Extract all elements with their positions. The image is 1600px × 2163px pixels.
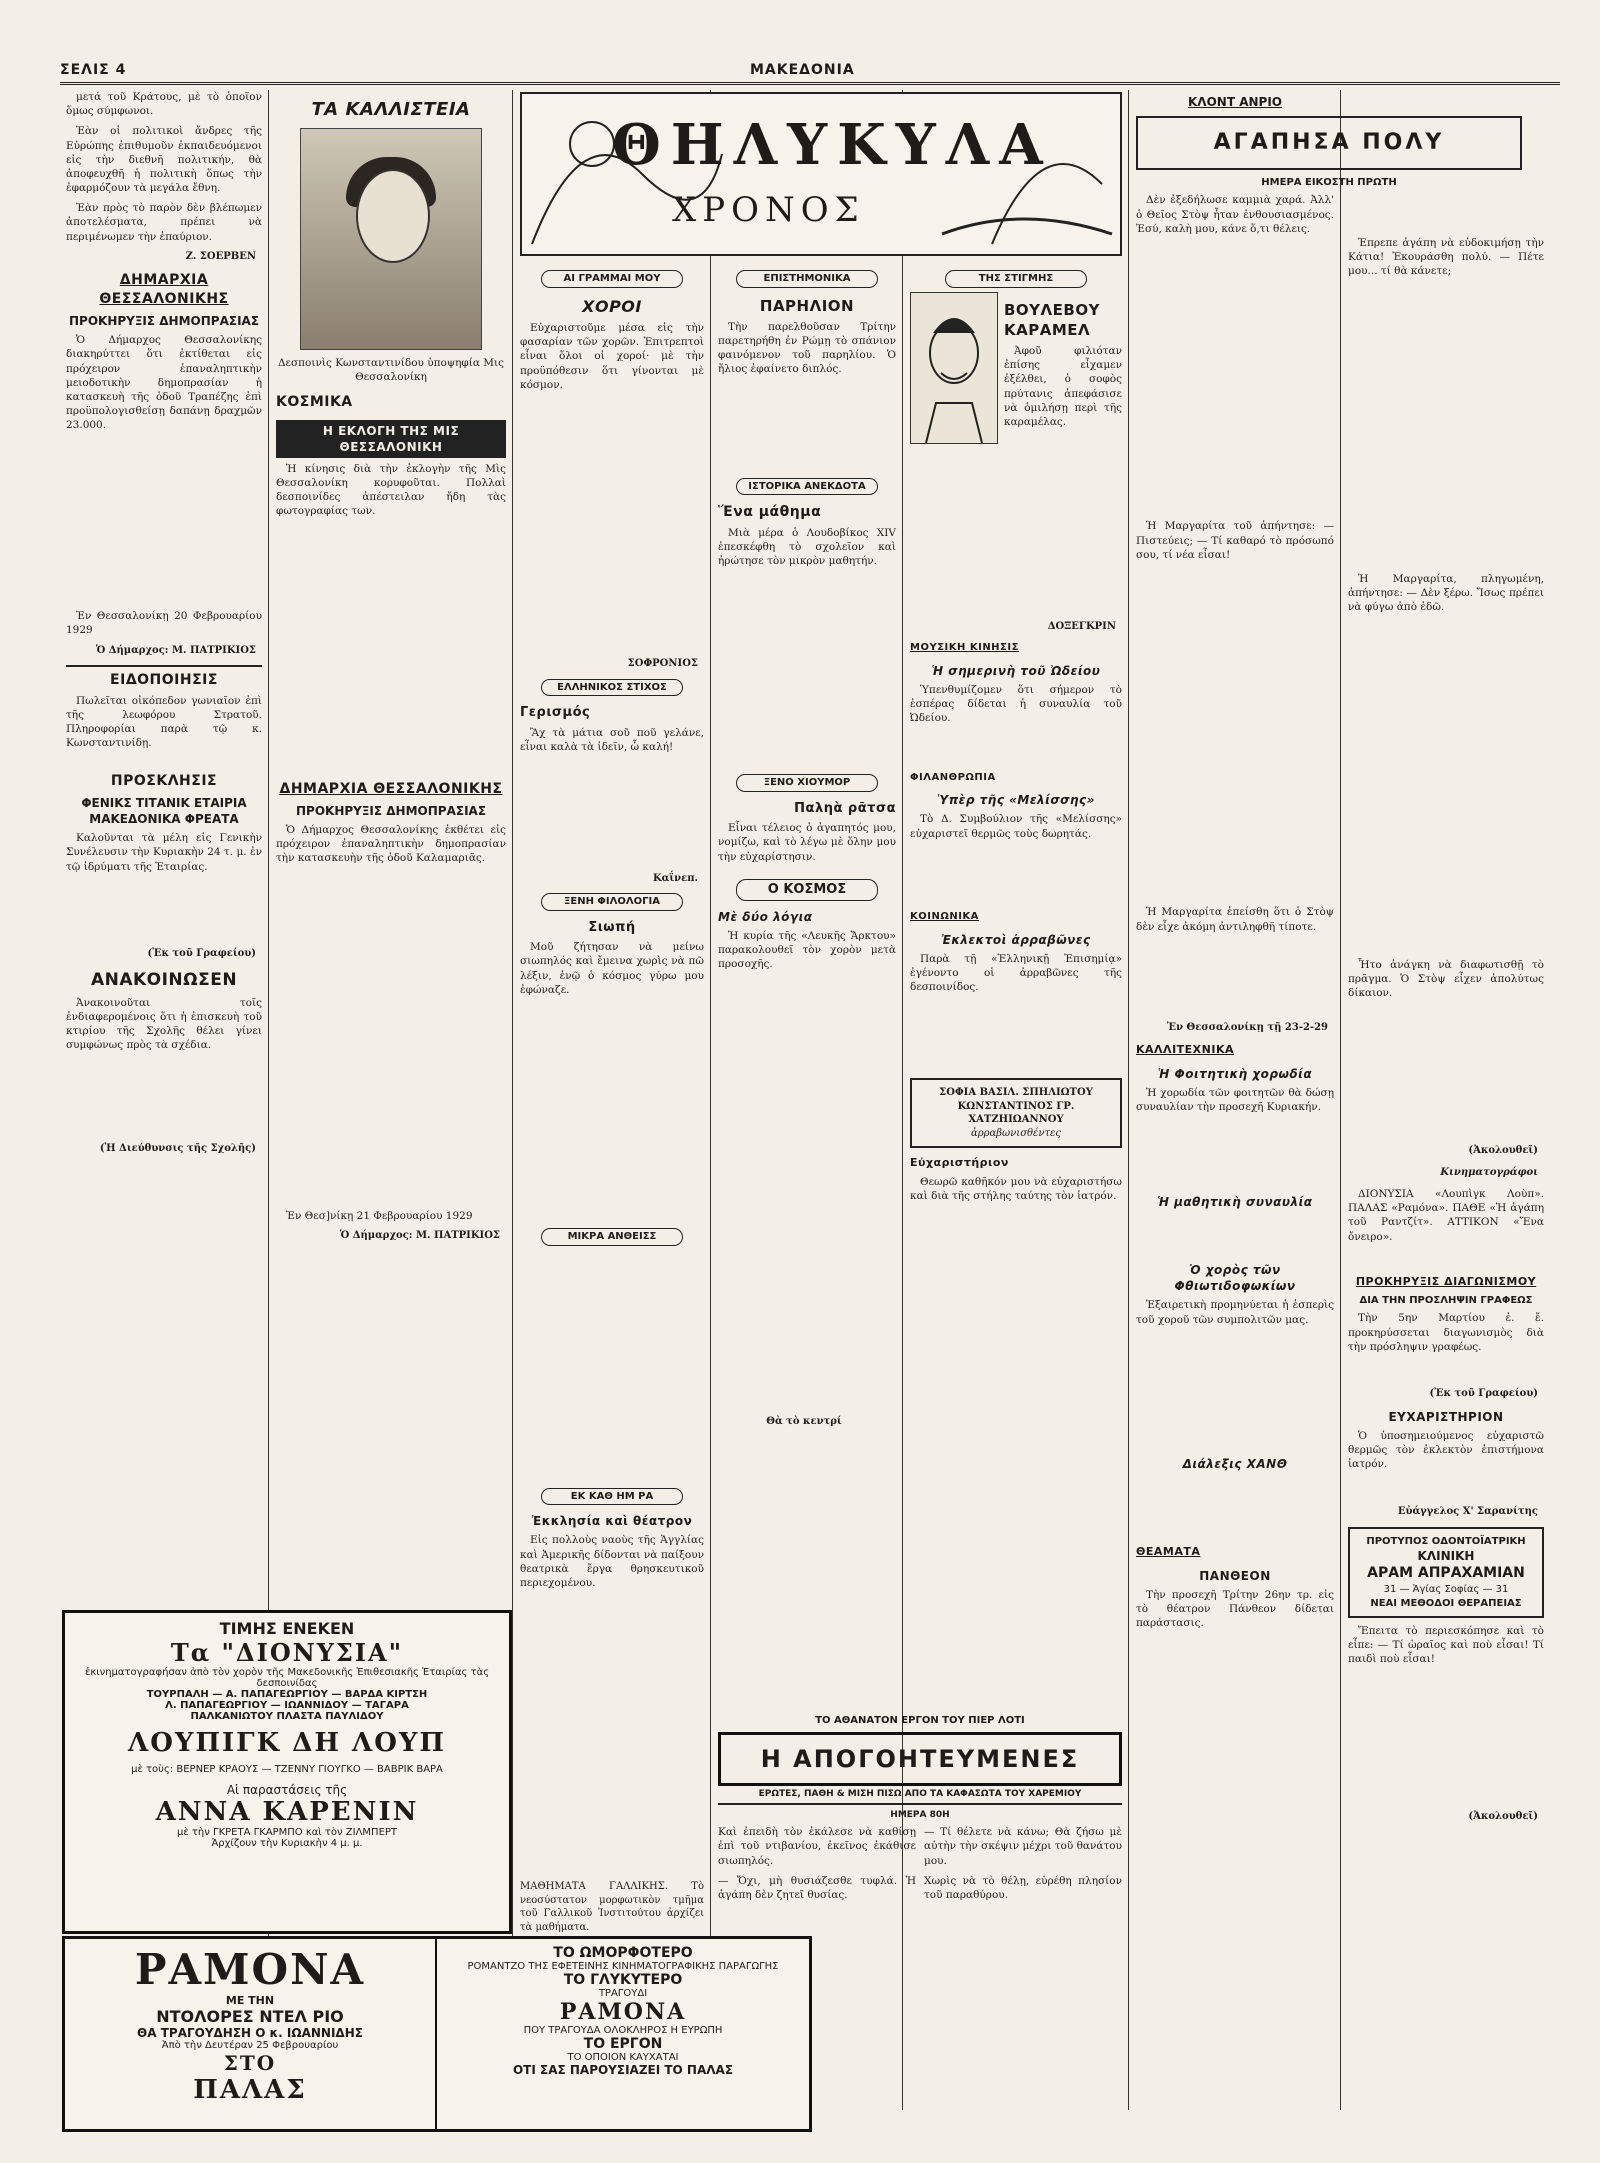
clinic-ad (1348, 1527, 1544, 1619)
notice-text: Τὴν 5ην Μαρτίου ἐ. ἔ. προκηρύσσεται διαγωνισμὸς διὰ τὴν πρόσληψιν γραφέως. (1348, 1312, 1544, 1353)
section-title: ΕΙΔΟΠΟΙΗΣΙΣ (66, 665, 262, 690)
section-tag: ΑΙ ΓΡΑΜΜΑΙ ΜΟΥ (541, 270, 683, 288)
caricature-block (910, 292, 1122, 444)
section-tag: ΕΠΙΣΤΗΜΟΝΙΚΑ (736, 270, 878, 288)
article-paragraph: Ἔπειτα τὸ περιεσκόπησε καὶ τὸ εἶπε: — Τί ὡραῖος καὶ ποὺ εἶσαι! Τί παιδὶ ποὺ εἶσαι! (1348, 1625, 1544, 1666)
article-title: Ἡ σημερινὴ τοῦ Ὠδείου (931, 663, 1101, 678)
article-paragraph: μετά τοῦ Κράτους, μὲ τὸ ὁποῖον ὅμως σύμφωνοι. (66, 91, 262, 118)
article-title: ΠΑΡΗΛΙΟΝ (759, 296, 855, 315)
serial-tag: ΤΟ ΑΘΑΝΑΤΟΝ ΕΡΓΟΝ ΤΟΥ ΠΙΕΡ ΛΟΤΙ (815, 1715, 1025, 1726)
article-title: Ὑπὲρ τῆς «Μελίσσης» (937, 793, 1095, 808)
ad-film-title: ΡΑΜΟΝΑ (559, 1999, 687, 2025)
notice-date: Ἐν Θεσ]νίκῃ 21 Φεβρουαρίου 1929 (286, 1209, 473, 1222)
serial-paragraph: — Ὄχι, μὴ θυσιάζεσθε τυφλά. Ἡ ἀγάπη δὲν ζητεῖ θυσίας. (718, 1874, 916, 1901)
article-title: Ὁ χορὸς τῶν Φθιωτιδοφωκίων (1174, 1263, 1296, 1294)
article-paragraph: Ἀνακοινοῦται τοῖς ἐνδιαφερομένοις ὅτι ἡ ἐπισκευὴ τοῦ κτιρίου τῆς Σχολῆς θέλει γίνει συμφώνως πρὸς τὰ σχέδια. (66, 996, 262, 1052)
section-tag: ΙΣΤΟΡΙΚΑ ΑΝΕΚΔΟΤΑ (736, 478, 878, 496)
section-tag: ΜΙΚΡΑ ΑΝΘΕΙΣΣ (541, 1228, 683, 1246)
newspaper-name: ΜΑΚΕΔΟΝΙΑ (750, 62, 855, 78)
ad-right-panel (437, 1939, 809, 2129)
section-title: ΠΡΟΣΚΛΗΣΙΣ (110, 772, 218, 789)
column-rule (710, 90, 711, 2110)
article-paragraph: Τὴν παρελθοῦσαν Τρίτην παρετηρήθη ἐν Ρώμῃ τὸ σπάνιον φαινόμενον τοῦ παρηλίου. Ὁ ἥλιος ἐφαίνετο διπλός. (718, 320, 896, 376)
ad-film-title: ΡΑΜΟΝΑ (134, 1945, 366, 1994)
photo-caption: Δεσποινὶς Κωνσταντινίδου ὑποψηφία Μις Θεσσαλονίκη (277, 357, 505, 384)
lessons-notice: ΜΑΘΗΜΑΤΑ ΓΑΛΛΙΚΗΣ. Τὸ νεοσύστατον μορφωτικὸν τμῆμα τοῦ Γαλλικοῦ Ἰνστιτούτου ἀρχίζει τὰ μαθήματα. (520, 1881, 704, 1933)
ad-line: ΠΟΥ ΤΡΑΓΟΥΔΑ ΟΛΟΚΛΗΡΟΣ Η ΕΥΡΩΠΗ (523, 2025, 723, 2036)
article-title: Παληὰ ρᾶτσα (794, 800, 896, 816)
section-tag: Ο ΚΟΣΜΟΣ (736, 879, 878, 901)
ad-line: Ἀπὸ τὴν Δευτέραν 25 Φεβρουαρίου (161, 2040, 339, 2051)
article-paragraph: Ἐπρεπε ἀγάπη νὰ εὐδοκιμήσῃ τὴν Κάτια! Ἐκουράσθη πολύ. — Πέτε μου... τί θὰ κάνετε; (1348, 237, 1544, 278)
notice-title: ΔΗΜΑΡΧΙΑ ΘΕΣΣΑΛΟΝΙΚΗΣ (99, 272, 229, 308)
notice-subtitle: ΔΙΑ ΤΗΝ ΠΡΟΣΛΗΨΙΝ ΓΡΑΦΕΩΣ (1359, 1294, 1533, 1306)
article-continued: (Ἀκολουθεῖ) (1468, 1145, 1538, 1156)
serial-title: ΑΓΑΠΗΣΑ ΠΟΛΥ (1136, 116, 1522, 170)
section-title: ΑΝΑΚΟΙΝΩΣΕΝ (90, 969, 238, 990)
article-paragraph: Παρὰ τῇ «Ἑλληνικῇ Ἐπισημίᾳ» ἐγένοντο οἱ ἀρραβῶνες τῆς δεσποινίδος. (910, 953, 1122, 994)
ad-line: ΡΟΜΑΝΤΖΟ ΤΗΣ ΕΦΕΤΕΙΝΗΣ ΚΙΝΗΜΑΤΟΓΡΑΦΙΚΗΣ ΠΑΡΑΓΩΓΗΣ (467, 1961, 779, 1972)
ad-line: ἐκινηματογραφήσαν ἀπὸ τὸν χορὸν τῆς Μακεδονικῆς Ἐπιθεσιακῆς Ἑταιρίας τὰς δεσποινίδας (84, 1667, 490, 1689)
ad-line: ΟΤΙ ΣΑΣ ΠΑΡΟΥΣΙΑΖΕΙ ΤΟ ΠΑΛΑΣ (512, 2063, 734, 2077)
article-paragraph: ΔΙΟΝΥΣΙΑ «Λουπὶγκ Λοὺπ». ΠΑΛΑΣ «Ραμόνα». ΠΑΘΕ «Ἡ ἀγάπη τοῦ Ραντζίτ». ΑΤΤΙΚΟΝ «Ἕνα ὄνειρο». (1348, 1188, 1544, 1243)
article-paragraph: Μιὰ μέρα ὁ Λουδοβίκος ΧΙV ἐπεσκέφθη τὸ σχολεῖον καὶ ἠρώτησε τὸν μικρὸν μαθητήν. (718, 527, 896, 568)
ad-cast: μὲ τὴν ΓΚΡΕΤΑ ΓΚΑΡΜΠΟ καὶ τὸν ΖΙΛΜΠΕΡΤ (176, 1827, 398, 1838)
ad-line: ΠΑΛΚΑΝΙΩΤΟΥ ΠΛΑΣΤΑ ΠΑΥΛΙΔΟΥ (190, 1711, 384, 1722)
section-tag: ΘΕΑΜΑΤΑ (1136, 1544, 1201, 1558)
article-paragraph: Ἡ κίνησις διὰ τὴν ἐκλογὴν τῆς Μὶς Θεσσαλονίκη κορυφοῦται. Πολλαὶ δεσποινίδες ἀπέστειλαν ἤδη τὰς φωτογραφίας των. (276, 462, 506, 518)
serial-subtitle: ΕΡΩΤΕΣ, ΠΑΘΗ & ΜΙΣΗ ΠΙΣΩ ΑΠΟ ΤΑ ΚΑΦΑΣΩΤΑ ΤΟΥ ΧΑΡΕΜΙΟΥ (718, 1788, 1122, 1805)
ad-cast: μὲ τοὺς: ΒΕΡΝΕΡ ΚΡΑΟΥΣ — ΤΖΕΝΝΥ ΓΙΟΥΓΚΟ — ΒΑΒΡΙΚ ΒΑΡΑ (131, 1764, 443, 1775)
notice-date: Ἐν Θεσσαλονίκῃ 20 Φεβρουαρίου 1929 (66, 610, 262, 637)
clinic-address: 31 — Ἁγίας Σοφίας — 31 (1383, 1584, 1509, 1596)
notice-subtitle: ΠΡΟΚΗΡΥΞΙΣ ΔΗΜΟΠΡΑΣΙΑΣ (295, 803, 487, 818)
column-6 (1136, 92, 1445, 1636)
ad-line: ΘΑ ΤΡΑΓΟΥΔΗΣΗ Ο κ. ΙΩΑΝΝΙΔΗΣ (137, 2026, 363, 2040)
column-rule (1128, 90, 1129, 2110)
notice-title: ΠΡΟΚΗΡΥΞΙΣ ΔΙΑΓΩΝΙΣΜΟΥ (1355, 1275, 1537, 1288)
column-3 (520, 262, 704, 1596)
article-paragraph: Ἡ Μαργαρίτα, πληγωμένη, ἀπήντησε: — Δὲν ξέρω. Ἴσως πρέπει νὰ φύγω ἀπὸ ἐδῶ. (1348, 573, 1544, 614)
serial-author: ΚΛΟΝΤ ΑΝΡΙΟ (1188, 95, 1282, 109)
page-header (60, 58, 1560, 85)
article-title: Η ΕΚΛΟΓΗ ΤΗΣ ΜΙΣ ΘΕΣΣΑΛΟΝΙΚΗ (276, 420, 506, 458)
article-title: Εὐχαριστήριον (910, 1156, 1009, 1170)
section-tag: ΚΟΣΜΙΚΑ (276, 393, 353, 410)
article-source: (Ἡ Διεύθυνσις τῆς Σχολῆς) (99, 1142, 256, 1154)
article-title: Σιωπή (588, 919, 636, 935)
section-subtitle: ΦΕΝΙΚΣ ΤΙΤΑΝΙΚ ΕΤΑΙΡΙΑ ΜΑΚΕΔΟΝΙΚΑ ΦΡΕΑΤΑ (81, 795, 247, 826)
article-title: Ἡ Φοιτητικὴ χορωδία (1157, 1066, 1313, 1081)
section-tag: ΕΚ ΚΑΘ ΗΜ ΡΑ (541, 1488, 683, 1506)
ad-line: ΤΟ ΩΜΟΡΦΟΤΕΡΟ (553, 1945, 693, 1961)
poem-text: Ἂχ τὰ μάτια σοῦ ποῦ γελάνε, εἶναι καλὰ τὰ ἰδεῖν, ὦ καλή! (520, 726, 704, 753)
column-1 (66, 90, 262, 1163)
spacer-text (1136, 1477, 1334, 1537)
article-title: Διάλεξις ΧΑΝΘ (1182, 1457, 1288, 1472)
notice-signature: Ὁ Δήμαρχος: Μ. ΠΑΤΡΙΚΙΟΣ (95, 644, 256, 656)
serial-title: Η ΑΠΟΓΟΗΤΕΥΜΕΝΕΣ (718, 1732, 1122, 1786)
article-paragraph: Θεωρῶ καθῆκόν μου νὰ εὐχαριστήσω καὶ διὰ τῆς στήλης ταύτης τὸν ἰατρόν. (910, 1175, 1122, 1203)
article-continued: (Ἀκολουθεῖ) (1468, 1811, 1538, 1823)
notice-signature: Ὁ Δήμαρχος: Μ. ΠΑΤΡΙΚΙΟΣ (339, 1230, 500, 1242)
article-source: (Ἐκ τοῦ Γραφείου) (147, 948, 256, 960)
article-title: ΧΟΡΟΙ (582, 296, 642, 316)
ad-line: ΣΤΟ (223, 2051, 277, 2075)
photo-heading: ΤΑ ΚΑΛΛΙΣΤΕΙΑ (311, 99, 471, 120)
cinema-ad-ramona (62, 1936, 812, 2132)
notice-text: Ὁ Δήμαρχος Θεσσαλονίκης διακηρύττει ὅτι ἐκτίθεται εἰς πρόχειρον ἐπαναληπτικὴν μειοδοτικὴν δημοπρασίαν ἡ κατασκευὴ τῆς ὁδοῦ Τραπέζης ἐπὶ προϋπολογισθείσῃ δαπάνῃ δραχμῶν 23.000. (66, 334, 262, 432)
section-tag: ΚΑΛΛΙΤΕΧΝΙΚΑ (1136, 1042, 1234, 1056)
article-title: ΠΑΝΘΕΟΝ (1199, 1568, 1271, 1583)
article-paragraph: Ἡ κυρία τῆς «Λευκῆς Ἄρκτου» παρακολουθεῖ τὸν χορὸν μετὰ προσοχῆς. (718, 929, 896, 971)
article-title: Ἕνα μάθημα (718, 504, 822, 521)
serial-day: ΗΜΕΡΑ ΕΙΚΟΣΤΗ ΠΡΩΤΗ (1261, 176, 1397, 188)
column-2 (276, 90, 506, 1251)
article-signature: Εὐάγγελος Χ' Σαρανίτης (1397, 1506, 1538, 1518)
column-7 (1348, 236, 1544, 1832)
article-paragraph: Ἡ χορωδία τῶν φοιτητῶν θὰ δώσῃ συναυλίαν τὴν προσεχῆ Κυριακήν. (1136, 1086, 1334, 1114)
ad-line: Λ. ΠΑΠΑΓΕΩΡΓΙΟΥ — ΙΩΑΝΝΙΔΟΥ — ΤΑΓΑΡΑ (165, 1700, 409, 1711)
article-title: Ἐκλεκτοὶ ἀρραβῶνες (941, 932, 1091, 947)
column-5 (910, 262, 1122, 1209)
section-tag: ΕΛΛΗΝΙΚΟΣ ΣΤΙΧΟΣ (541, 679, 683, 697)
section-tag: ΞΕΝΟ ΧΙΟΥΜΟΡ (736, 774, 878, 792)
ad-line: ΜΕ ΤΗΝ (225, 1994, 275, 2007)
clinic-line: ΚΛΙΝΙΚΗ (1417, 1549, 1475, 1564)
portrait-face (356, 169, 430, 263)
article-paragraph: Δὲν ἐξεδήλωσε καμμιὰ χαρά. Ἀλλ' ὁ Θεῖος Στὸψ ἦταν ἐνθουσιασμένος. Ἐσύ, καλὴ μου, κάνε ὅ,τι θέλεις. (1136, 194, 1334, 235)
article-title: Ἡ μαθητικὴ συναυλία (1157, 1194, 1313, 1209)
section-tag: ΞΕΝΗ ΦΙΛΟΛΟΓΙΑ (541, 893, 683, 911)
article-title: Ἐκκλησία καὶ θέατρον (531, 1514, 693, 1529)
serial-text (718, 1825, 1122, 1902)
portrait-photo (300, 128, 482, 350)
ad-venue: ΠΑΛΑΣ (193, 2075, 307, 2105)
serial-paragraph: — Τί θέλετε νὰ κάνω; Θὰ ζήσω μὲ αὐτὴν τὴν σκέψιν μέχρι τοῦ θανάτου μου. (924, 1826, 1122, 1867)
short-items (520, 1250, 704, 1480)
article-paragraph: Εἰς πολλοὺς ναοὺς τῆς Ἁγγλίας καὶ Ἀμερικῆς δίδονται νὰ παίξουν θεατρικὰ ἔργα θρησκευτικοῦ περιεχομένου. (520, 1534, 704, 1589)
section-title: Κινηματογράφοι (1440, 1166, 1538, 1178)
ad-left-panel (65, 1939, 437, 2129)
ad-line: ΤΟ ΟΠΟΙΟΝ ΚΑΥΧΑΤΑΙ (567, 2052, 679, 2063)
ad-title: Τα "ΔΙΟΝΥΣΙΑ" (170, 1638, 404, 1667)
article-paragraph: Ὑπενθυμίζομεν ὅτι σήμερον τὸ ἑσπέρας δίδεται ἡ συναυλία τοῦ Ὠδείου. (910, 683, 1122, 725)
banner-subtitle: ΧΡΟΝΟΣ (672, 190, 865, 230)
article-signature: ΣΟΦΡΟΝΙΟΣ (627, 658, 698, 670)
article-signature: ΔΟΞΕΓΚΡΙΝ (1047, 620, 1116, 632)
section-title: ΕΥΧΑΡΙΣΤΗΡΙΟΝ (1388, 1409, 1504, 1424)
clinic-line: ΠΡΟΤΥΠΟΣ ΟΔΟΝΤΟΪΑΤΡΙΚΗ (1366, 1535, 1526, 1547)
section-tag: ΦΙΛΑΝΘΡΩΠΙΑ (910, 771, 996, 783)
article-date: Ἐν Θεσσαλονίκῃ τῇ 23-2-29 (1166, 1022, 1328, 1034)
section-tag: ΚΟΙΝΩΝΙΚΑ (910, 911, 979, 923)
article-paragraph: Ἐὰν πρὸς τὸ παρὸν δὲν βλέπωμεν ἀποτελέσματα, πρέπει νὰ περιμένωμεν τὴν ἐπαύριον. (66, 202, 262, 243)
spacer-text (910, 444, 1122, 614)
engagement-announcement (910, 1078, 1122, 1148)
article-paragraph: Εἶναι τέλειος ὁ ἀγαπητός μου, νομίζω, καὶ τὸ λέγω μὲ ὅλην μου τὴν εὐχαρίστησιν. (718, 822, 896, 863)
engagement-name: ΣΟΦΙΑ ΒΑΣΙΛ. ΣΠΗΛΙΩΤΟΥ (939, 1087, 1093, 1099)
clinic-name: ΑΡΑΜ ΑΠΡΑΧΑΜΙΑΝ (1367, 1565, 1525, 1582)
column-rule (1340, 90, 1341, 2110)
article-signature: Ζ. ΣΟΕΡΒΕΝ (185, 250, 256, 262)
ad-film-title: ΑΝΝΑ ΚΑΡΕΝΙΝ (155, 1797, 419, 1827)
article-paragraph: Εὐχαριστοῦμε μέσα εἰς τὴν φασαρίαν τῶν χορῶν. Ἐπιτρεπτοὶ εἶναι ὅλοι οἱ χοροί· μὲ τὴν προϋπόθεσιν ὅτι γίνονται μὲ κόσμον. (520, 322, 704, 391)
ad-line: ΤΙΜΗΣ ΕΝΕΚΕΝ (219, 1619, 355, 1638)
article-paragraph: Ἡ Μαργαρίτα τοῦ ἀπήντησε: — Πιστεύεις; — Τί καθαρό τὸ πρόσωπό σου, τί νέα εἶσαι! (1136, 520, 1334, 561)
ad-film-title: ΛΟΥΠΙΓΚ ΔΗ ΛΟΥΠ (128, 1728, 446, 1758)
spacer-text (1136, 1214, 1334, 1254)
page-number: ΣΕΛΙΣ 4 (60, 62, 127, 78)
serial-paragraph: Χωρὶς νὰ τὸ θέλῃ, εὑρέθη πλησίον τοῦ παραθύρου. (924, 1874, 1122, 1901)
caricature-icon (910, 292, 998, 444)
notice-text: Ὁ Δήμαρχος Θεσσαλονίκης ἐκθέτει εἰς πρόχειρον ἐπαναληπτικὴν δημοπρασίαν τὴν κατασκευὴν τῆς ὁδοῦ Καλαμαριᾶς. (276, 823, 506, 865)
article-paragraph: Ὁ ὑποσημειούμενος εὐχαριστῶ θερμῶς τὸν ἐκλεκτὸν ἐπιστήμονα ἰατρόν. (1348, 1430, 1544, 1471)
banner-title: ΘΗΛΥΚΥΛΑ (612, 112, 1053, 178)
article-title: Μὲ δύο λόγια (718, 909, 813, 924)
column-signature: Θὰ τὸ κεντρί (766, 1415, 842, 1427)
ad-line: ΤΟ ΓΛΥΚΥΤΕΡΟ (563, 1972, 683, 1988)
serial-block (718, 1712, 1122, 1902)
article-title: ΒΟΥΛΕΒΟΥ ΚΑΡΑΜΕΛ (1004, 300, 1100, 339)
article-paragraph: Πωλεῖται οἰκόπεδον γωνιαῖον ἐπὶ τῆς λεωφόρου Στρατοῦ. Πληροφορίαι παρὰ τῷ κ. Κωνσταντινίδῃ. (66, 694, 262, 750)
article-paragraph: Τὸ Δ. Συμβούλιον τῆς «Μελίσσης» εὐχαριστεῖ θερμῶς τοὺς δωρητάς. (910, 813, 1122, 840)
ad-line: Αἱ παραστάσεις τῆς (226, 1783, 348, 1797)
ad-star: ΝΤΟΛΟΡΕΣ ΝΤΕΛ ΡΙΟ (156, 2007, 344, 2026)
engagement-name: ΚΩΝΣΤΑΝΤΙΝΟΣ ΓΡ. ΧΑΤΖΗΙΩΑΝΝΟΥ (957, 1100, 1075, 1126)
ad-line: ΤΡΑΓΟΥΔΙ (598, 1988, 648, 1999)
poem-author: Καΐνεπ. (652, 872, 698, 884)
ad-line: ΤΟ ΕΡΓΟΝ (583, 2036, 663, 2052)
article-paragraph: Μοῦ ζήτησαν νὰ μείνω σιωπηλός καὶ ἔμεινα χωρὶς νὰ πῶ λέξιν, ἐνῷ ὁ κόσμος γύρω μου ἐφώναζε. (520, 941, 704, 996)
serial-day: ΗΜΕΡΑ 80Η (890, 1810, 950, 1821)
cinema-ad-dionysia (62, 1610, 512, 1934)
article-paragraph: Καλοῦνται τὰ μέλη εἰς Γενικὴν Συνέλευσιν τὴν Κυριακὴν 24 τ. μ. ἐν τῷ ἱδρύματι τῆς Ἑταιρίας. (66, 832, 262, 873)
article-paragraph: Ἐξαιρετικὴ προμηνύεται ἡ ἑσπερὶς τοῦ χοροῦ τῶν συμπολιτῶν μας. (1136, 1299, 1334, 1326)
column-4 (718, 262, 896, 1436)
article-paragraph: Ἦτο ἀνάγκη νὰ διαφωτισθῇ τὸ πρᾶγμα. Ὁ Στὸψ εἶχεν ἀπολύτως δίκαιον. (1348, 959, 1544, 1000)
ad-line: Ἀρχίζουν τὴν Κυριακὴν 4 μ. μ. (211, 1838, 363, 1849)
engagement-label: ἀρραβωνισθέντες (971, 1127, 1061, 1139)
ad-line: ΤΟΥΡΠΑΛΗ — Α. ΠΑΠΑΓΕΩΡΓΙΟΥ — ΒΑΡΔΑ ΚΙΡΤΣΗ (146, 1689, 428, 1700)
article-paragraph: Ἐὰν οἱ πολιτικοὶ ἄνδρες τῆς Εὐρώπης ἐπιθυμοῦν ἐκπαιδευόμενοι εἰς τὴν διεθνῆ πολιτικήν, θὰ ἀποφευχθῆ ἡ πολιτικὴ ὅπως τὴν ἐφαρμόζουν τὰ μεγάλα ἔθνη. (66, 125, 262, 195)
column-rule (512, 90, 513, 2110)
article-paragraph: Ἡ Μαργαρίτα ἐπείσθη ὅτι ὁ Στὸψ δὲν εἶχε ἀκόμη ἀντιληφθῆ τίποτε. (1136, 906, 1334, 933)
article-title: Γερισμός (520, 705, 591, 721)
notice-source: (Ἐκ τοῦ Γραφείου) (1429, 1388, 1538, 1400)
article-paragraph: Τὴν προσεχῆ Τρίτην 26ην τρ. εἰς τὸ θέατρον Πάνθεον δίδεται παράστασις. (1136, 1588, 1334, 1630)
section-tag: ΤΗΣ ΣΤΙΓΜΗΣ (945, 270, 1087, 288)
notice-title: ΔΗΜΑΡΧΙΑ ΘΕΣΣΑΛΟΝΙΚΗΣ (279, 780, 503, 797)
decorative-banner (520, 92, 1122, 256)
notice-subtitle: ΠΡΟΚΗΡΥΞΙΣ ΔΗΜΟΠΡΑΣΙΑΣ (68, 314, 260, 328)
serial-paragraph: Καὶ ἐπειδὴ τὸν ἐκάλεσε νὰ καθίσῃ ἐπὶ τοῦ ντιβανίου, ἐκεῖνος ἐκάθισε σιωπηλός. (718, 1826, 916, 1867)
clinic-line: ΝΕΑΙ ΜΕΘΟΔΟΙ ΘΕΡΑΠΕΙΑΣ (1370, 1597, 1522, 1609)
portrait-sketch-icon (911, 293, 997, 443)
article-paragraph: Ἀφοῦ φιλιόταν ἐπίσης εἶχαμεν ἐξέλθει, ὁ σοφὸς πρύτανις ἀπεφάσισε νὰ ὁμιλήσῃ περὶ τῆς καραμέλας. (1004, 345, 1122, 428)
section-tag: ΜΟΥΣΙΚΗ ΚΙΝΗΣΙΣ (910, 642, 1019, 653)
